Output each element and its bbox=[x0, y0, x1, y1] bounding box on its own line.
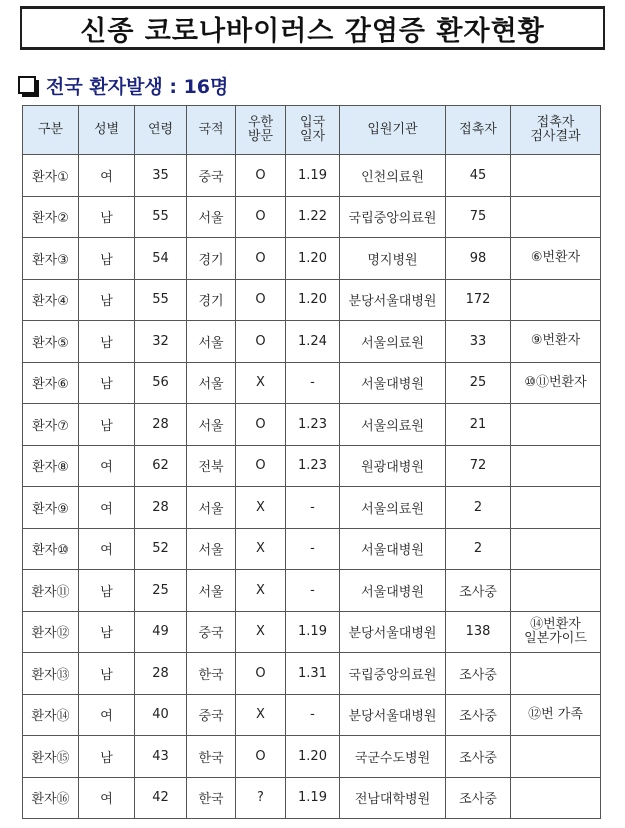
contact-result-text: ⑫번 가족 bbox=[528, 706, 583, 722]
age-cell: 32 bbox=[135, 321, 187, 363]
title-box bbox=[20, 6, 605, 50]
patient-id-cell: 환자⑧ bbox=[23, 445, 79, 487]
table-row bbox=[23, 445, 601, 487]
wuhan-visit-cell: X bbox=[236, 694, 286, 736]
contact-result-cell bbox=[511, 777, 601, 819]
sex-cell: 남 bbox=[79, 238, 135, 280]
table-row bbox=[23, 362, 601, 404]
contacts-cell: 조사중 bbox=[446, 653, 511, 695]
patient-id-cell: 환자⑩ bbox=[23, 528, 79, 570]
contact-result-cell bbox=[511, 611, 601, 653]
hospital-cell: 전남대학병원 bbox=[340, 777, 446, 819]
contact-result-cell bbox=[511, 279, 601, 321]
entry-date-cell: - bbox=[286, 487, 340, 529]
nationality-cell: 경기 bbox=[187, 238, 236, 280]
sex-cell: 여 bbox=[79, 528, 135, 570]
wuhan-visit-cell: O bbox=[236, 238, 286, 280]
sex-cell: 남 bbox=[79, 653, 135, 695]
contact-result-cell bbox=[511, 487, 601, 529]
sex-cell: 여 bbox=[79, 694, 135, 736]
nationality-cell: 전북 bbox=[187, 445, 236, 487]
age-cell: 42 bbox=[135, 777, 187, 819]
hospital-cell: 인천의료원 bbox=[340, 155, 446, 197]
age-cell: 62 bbox=[135, 445, 187, 487]
contacts-cell: 172 bbox=[446, 279, 511, 321]
sex-cell: 남 bbox=[79, 321, 135, 363]
column-header-label: 방문 bbox=[247, 129, 274, 144]
nationality-cell: 경기 bbox=[187, 279, 236, 321]
age-cell: 55 bbox=[135, 279, 187, 321]
contact-result-text: ⑨번환자 bbox=[530, 333, 581, 349]
contact-result-cell bbox=[511, 736, 601, 778]
contacts-cell: 98 bbox=[446, 238, 511, 280]
sex-cell: 남 bbox=[79, 362, 135, 404]
nationality-cell: 서울 bbox=[187, 570, 236, 612]
wuhan-visit-cell: X bbox=[236, 362, 286, 404]
contact-result-text: ⑩⑪번환자 bbox=[524, 374, 587, 390]
hospital-cell: 분당서울대병원 bbox=[340, 279, 446, 321]
column-header bbox=[187, 106, 236, 155]
patient-id-cell: 환자⑨ bbox=[23, 487, 79, 529]
column-header-label: 검사결과 bbox=[530, 129, 581, 144]
entry-date-cell: 1.24 bbox=[286, 321, 340, 363]
sex-cell: 남 bbox=[79, 404, 135, 446]
nationality-cell: 서울 bbox=[187, 321, 236, 363]
checkbox-icon bbox=[18, 76, 36, 94]
table-row bbox=[23, 777, 601, 819]
wuhan-visit-cell: X bbox=[236, 611, 286, 653]
patient-id-cell: 환자⑬ bbox=[23, 653, 79, 695]
patient-id-cell: 환자⑮ bbox=[23, 736, 79, 778]
sex-cell: 남 bbox=[79, 570, 135, 612]
table-row bbox=[23, 736, 601, 778]
column-header bbox=[236, 106, 286, 155]
contacts-cell: 2 bbox=[446, 487, 511, 529]
contacts-cell: 33 bbox=[446, 321, 511, 363]
contact-result-text: 일본가이드 bbox=[524, 630, 587, 646]
nationality-cell: 서울 bbox=[187, 528, 236, 570]
contacts-cell: 138 bbox=[446, 611, 511, 653]
contacts-cell: 45 bbox=[446, 155, 511, 197]
patient-id-cell: 환자④ bbox=[23, 279, 79, 321]
contact-result-cell bbox=[511, 404, 601, 446]
contacts-cell: 25 bbox=[446, 362, 511, 404]
contacts-cell: 조사중 bbox=[446, 777, 511, 819]
contact-result-text: ⑭번환자 bbox=[530, 616, 581, 632]
contacts-cell: 75 bbox=[446, 196, 511, 238]
patient-id-cell: 환자⑫ bbox=[23, 611, 79, 653]
wuhan-visit-cell: O bbox=[236, 321, 286, 363]
table-body bbox=[23, 155, 601, 819]
column-header-label: 입국 bbox=[299, 115, 326, 130]
age-cell: 35 bbox=[135, 155, 187, 197]
nationality-cell: 한국 bbox=[187, 736, 236, 778]
contacts-cell: 조사중 bbox=[446, 736, 511, 778]
column-header-label: 입원기관 bbox=[367, 122, 418, 137]
nationality-cell: 한국 bbox=[187, 777, 236, 819]
entry-date-cell: - bbox=[286, 362, 340, 404]
age-cell: 43 bbox=[135, 736, 187, 778]
table-row bbox=[23, 321, 601, 363]
table-row bbox=[23, 487, 601, 529]
column-header-label: 우한 bbox=[247, 115, 274, 130]
column-header-label: 성별 bbox=[93, 122, 120, 137]
contact-result-cell bbox=[511, 653, 601, 695]
patient-id-cell: 환자⑤ bbox=[23, 321, 79, 363]
patient-id-cell: 환자⑥ bbox=[23, 362, 79, 404]
nationality-cell: 한국 bbox=[187, 653, 236, 695]
wuhan-visit-cell: O bbox=[236, 404, 286, 446]
hospital-cell: 분당서울대병원 bbox=[340, 694, 446, 736]
table-row bbox=[23, 653, 601, 695]
contact-result-cell bbox=[511, 528, 601, 570]
wuhan-visit-cell: O bbox=[236, 736, 286, 778]
entry-date-cell: - bbox=[286, 694, 340, 736]
age-cell: 40 bbox=[135, 694, 187, 736]
table-row bbox=[23, 238, 601, 280]
entry-date-cell: - bbox=[286, 570, 340, 612]
entry-date-cell: 1.31 bbox=[286, 653, 340, 695]
column-header-label: 접촉자 bbox=[459, 122, 497, 137]
hospital-cell: 서울의료원 bbox=[340, 487, 446, 529]
table-header-row bbox=[23, 106, 601, 155]
sex-cell: 여 bbox=[79, 155, 135, 197]
column-header bbox=[446, 106, 511, 155]
hospital-cell: 원광대병원 bbox=[340, 445, 446, 487]
patient-id-cell: 환자⑪ bbox=[23, 570, 79, 612]
column-header-label: 연령 bbox=[147, 122, 174, 137]
entry-date-cell: 1.19 bbox=[286, 155, 340, 197]
hospital-cell: 국립중앙의료원 bbox=[340, 196, 446, 238]
nationality-cell: 중국 bbox=[187, 155, 236, 197]
wuhan-visit-cell: X bbox=[236, 570, 286, 612]
table-row bbox=[23, 528, 601, 570]
entry-date-cell: 1.23 bbox=[286, 445, 340, 487]
wuhan-visit-cell: O bbox=[236, 155, 286, 197]
table-row bbox=[23, 404, 601, 446]
entry-date-cell: 1.23 bbox=[286, 404, 340, 446]
hospital-cell: 분당서울대병원 bbox=[340, 611, 446, 653]
contact-result-cell bbox=[511, 321, 601, 363]
table-row bbox=[23, 279, 601, 321]
patient-table bbox=[22, 105, 601, 819]
sex-cell: 여 bbox=[79, 777, 135, 819]
age-cell: 28 bbox=[135, 487, 187, 529]
wuhan-visit-cell: O bbox=[236, 196, 286, 238]
section-header bbox=[18, 72, 228, 98]
hospital-cell: 명지병원 bbox=[340, 238, 446, 280]
entry-date-cell: 1.22 bbox=[286, 196, 340, 238]
column-header bbox=[511, 106, 601, 155]
page-title: 신종 코로나바이러스 감염증 환자현황 bbox=[80, 15, 545, 47]
column-header bbox=[135, 106, 187, 155]
column-header bbox=[23, 106, 79, 155]
entry-date-cell: - bbox=[286, 528, 340, 570]
column-header-label: 일자 bbox=[299, 129, 326, 144]
contact-result-text: ⑥번환자 bbox=[530, 250, 581, 266]
age-cell: 55 bbox=[135, 196, 187, 238]
section-title: 전국 환자발생 : 16명 bbox=[46, 75, 229, 98]
wuhan-visit-cell: ? bbox=[236, 777, 286, 819]
sex-cell: 남 bbox=[79, 196, 135, 238]
column-header-label: 접촉자 bbox=[536, 115, 575, 130]
sex-cell: 여 bbox=[79, 487, 135, 529]
table-row bbox=[23, 196, 601, 238]
entry-date-cell: 1.19 bbox=[286, 777, 340, 819]
table-row bbox=[23, 611, 601, 653]
contact-result-cell bbox=[511, 694, 601, 736]
wuhan-visit-cell: O bbox=[236, 279, 286, 321]
contact-result-cell bbox=[511, 362, 601, 404]
age-cell: 28 bbox=[135, 404, 187, 446]
patient-id-cell: 환자③ bbox=[23, 238, 79, 280]
column-header bbox=[340, 106, 446, 155]
contact-result-cell bbox=[511, 445, 601, 487]
hospital-cell: 서울대병원 bbox=[340, 570, 446, 612]
table-row bbox=[23, 694, 601, 736]
contacts-cell: 조사중 bbox=[446, 694, 511, 736]
contact-result-cell bbox=[511, 196, 601, 238]
contacts-cell: 2 bbox=[446, 528, 511, 570]
hospital-cell: 서울의료원 bbox=[340, 321, 446, 363]
patient-id-cell: 환자② bbox=[23, 196, 79, 238]
wuhan-visit-cell: O bbox=[236, 653, 286, 695]
hospital-cell: 서울의료원 bbox=[340, 404, 446, 446]
patient-id-cell: 환자⑦ bbox=[23, 404, 79, 446]
wuhan-visit-cell: O bbox=[236, 445, 286, 487]
contact-result-cell bbox=[511, 238, 601, 280]
age-cell: 54 bbox=[135, 238, 187, 280]
contact-result-cell bbox=[511, 570, 601, 612]
contact-result-cell bbox=[511, 155, 601, 197]
entry-date-cell: 1.20 bbox=[286, 238, 340, 280]
sex-cell: 여 bbox=[79, 445, 135, 487]
contacts-cell: 조사중 bbox=[446, 570, 511, 612]
sex-cell: 남 bbox=[79, 279, 135, 321]
column-header-label: 국적 bbox=[198, 122, 224, 137]
patient-id-cell: 환자⑭ bbox=[23, 694, 79, 736]
nationality-cell: 서울 bbox=[187, 196, 236, 238]
contacts-cell: 21 bbox=[446, 404, 511, 446]
age-cell: 25 bbox=[135, 570, 187, 612]
entry-date-cell: 1.20 bbox=[286, 736, 340, 778]
nationality-cell: 중국 bbox=[187, 694, 236, 736]
contacts-cell: 72 bbox=[446, 445, 511, 487]
table-row bbox=[23, 155, 601, 197]
hospital-cell: 서울대병원 bbox=[340, 528, 446, 570]
age-cell: 28 bbox=[135, 653, 187, 695]
age-cell: 49 bbox=[135, 611, 187, 653]
nationality-cell: 서울 bbox=[187, 362, 236, 404]
wuhan-visit-cell: X bbox=[236, 528, 286, 570]
nationality-cell: 서울 bbox=[187, 404, 236, 446]
nationality-cell: 중국 bbox=[187, 611, 236, 653]
age-cell: 56 bbox=[135, 362, 187, 404]
column-header bbox=[286, 106, 340, 155]
patient-id-cell: 환자⑯ bbox=[23, 777, 79, 819]
age-cell: 52 bbox=[135, 528, 187, 570]
column-header bbox=[79, 106, 135, 155]
sex-cell: 남 bbox=[79, 736, 135, 778]
table-row bbox=[23, 570, 601, 612]
column-header-label: 구분 bbox=[37, 122, 64, 137]
entry-date-cell: 1.19 bbox=[286, 611, 340, 653]
wuhan-visit-cell: X bbox=[236, 487, 286, 529]
hospital-cell: 서울대병원 bbox=[340, 362, 446, 404]
hospital-cell: 국립중앙의료원 bbox=[340, 653, 446, 695]
sex-cell: 남 bbox=[79, 611, 135, 653]
entry-date-cell: 1.20 bbox=[286, 279, 340, 321]
hospital-cell: 국군수도병원 bbox=[340, 736, 446, 778]
nationality-cell: 서울 bbox=[187, 487, 236, 529]
patient-id-cell: 환자① bbox=[23, 155, 79, 197]
